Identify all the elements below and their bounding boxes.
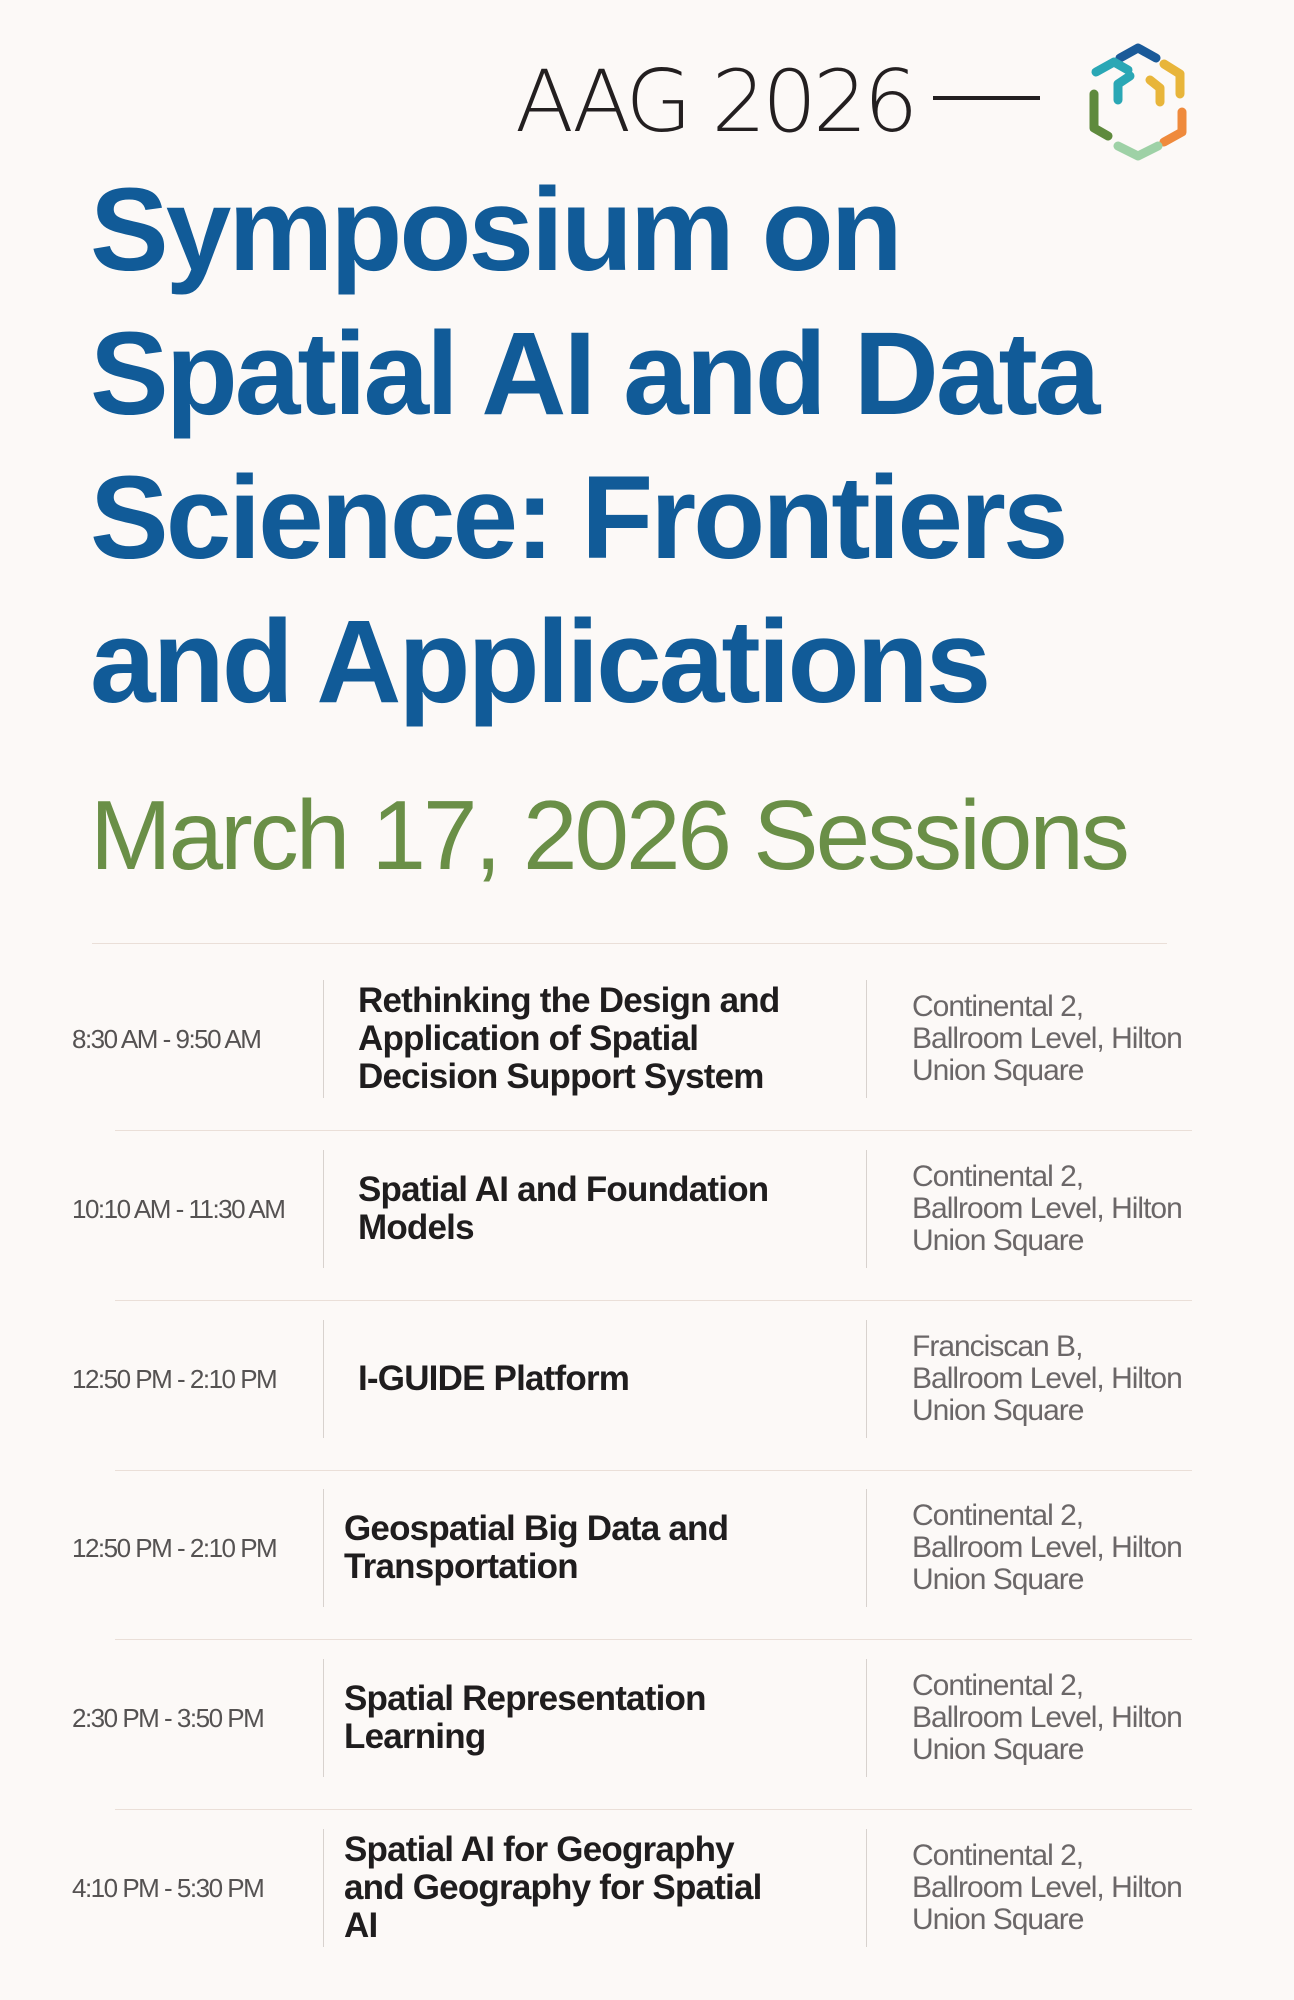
row-divider (115, 1809, 1192, 1810)
column-divider (323, 980, 324, 1098)
column-divider (323, 1659, 324, 1777)
header (0, 46, 1294, 176)
session-location: Franciscan B, Ballroom Level, Hilton Union Square (912, 1330, 1182, 1427)
session-row (0, 980, 1294, 1150)
session-time: 10:10 AM - 11:30 AM (72, 1193, 285, 1224)
session-row (0, 1829, 1294, 1999)
column-divider (866, 1659, 867, 1777)
date-heading: March 17, 2026 Sessions (90, 780, 1127, 890)
session-title: Spatial AI and Foundation Models (358, 1170, 769, 1247)
session-title: Spatial Representation Learning (344, 1679, 706, 1756)
session-time: 4:10 PM - 5:30 PM (72, 1872, 264, 1903)
session-time: 2:30 PM - 3:50 PM (72, 1702, 264, 1733)
session-row (0, 1659, 1294, 1829)
column-divider (323, 1489, 324, 1607)
row-divider (115, 1300, 1192, 1301)
row-divider (115, 1639, 1192, 1640)
session-row (0, 1320, 1294, 1490)
session-row (0, 1150, 1294, 1320)
session-title: Rethinking the Design and Application of Spatial Decision Support System (358, 981, 780, 1096)
column-divider (866, 1320, 867, 1438)
session-title: Spatial AI for Geography and Geography for Spatial AI (344, 1830, 762, 1945)
column-divider (323, 1829, 324, 1947)
row-divider (115, 1130, 1192, 1131)
session-location: Continental 2, Ballroom Level, Hilton Union Square (912, 1839, 1182, 1936)
header-dash-divider (933, 96, 1040, 100)
column-divider (866, 980, 867, 1098)
session-location: Continental 2, Ballroom Level, Hilton Union Square (912, 1669, 1182, 1766)
session-row (0, 1489, 1294, 1659)
session-location: Continental 2, Ballroom Level, Hilton Union Square (912, 990, 1182, 1087)
column-divider (866, 1150, 867, 1268)
column-divider (323, 1150, 324, 1268)
hexagon-ring-logo-icon (1078, 36, 1198, 166)
session-title: I-GUIDE Platform (358, 1359, 630, 1398)
session-time: 8:30 AM - 9:50 AM (72, 1023, 261, 1054)
row-divider (115, 1470, 1192, 1471)
session-location: Continental 2, Ballroom Level, Hilton Union Square (912, 1160, 1182, 1257)
session-time: 12:50 PM - 2:10 PM (72, 1363, 277, 1394)
column-divider (866, 1829, 867, 1947)
top-divider (92, 943, 1167, 944)
session-time: 12:50 PM - 2:10 PM (72, 1532, 277, 1563)
column-divider (866, 1489, 867, 1607)
conference-name: AAG 2026 (515, 52, 915, 152)
session-location: Continental 2, Ballroom Level, Hilton Union Square (912, 1499, 1182, 1596)
symposium-title: Symposium on Spatial AI and Data Science: Frontiers and Applications (90, 164, 1098, 728)
column-divider (323, 1320, 324, 1438)
session-title: Geospatial Big Data and Transportation (344, 1509, 729, 1586)
